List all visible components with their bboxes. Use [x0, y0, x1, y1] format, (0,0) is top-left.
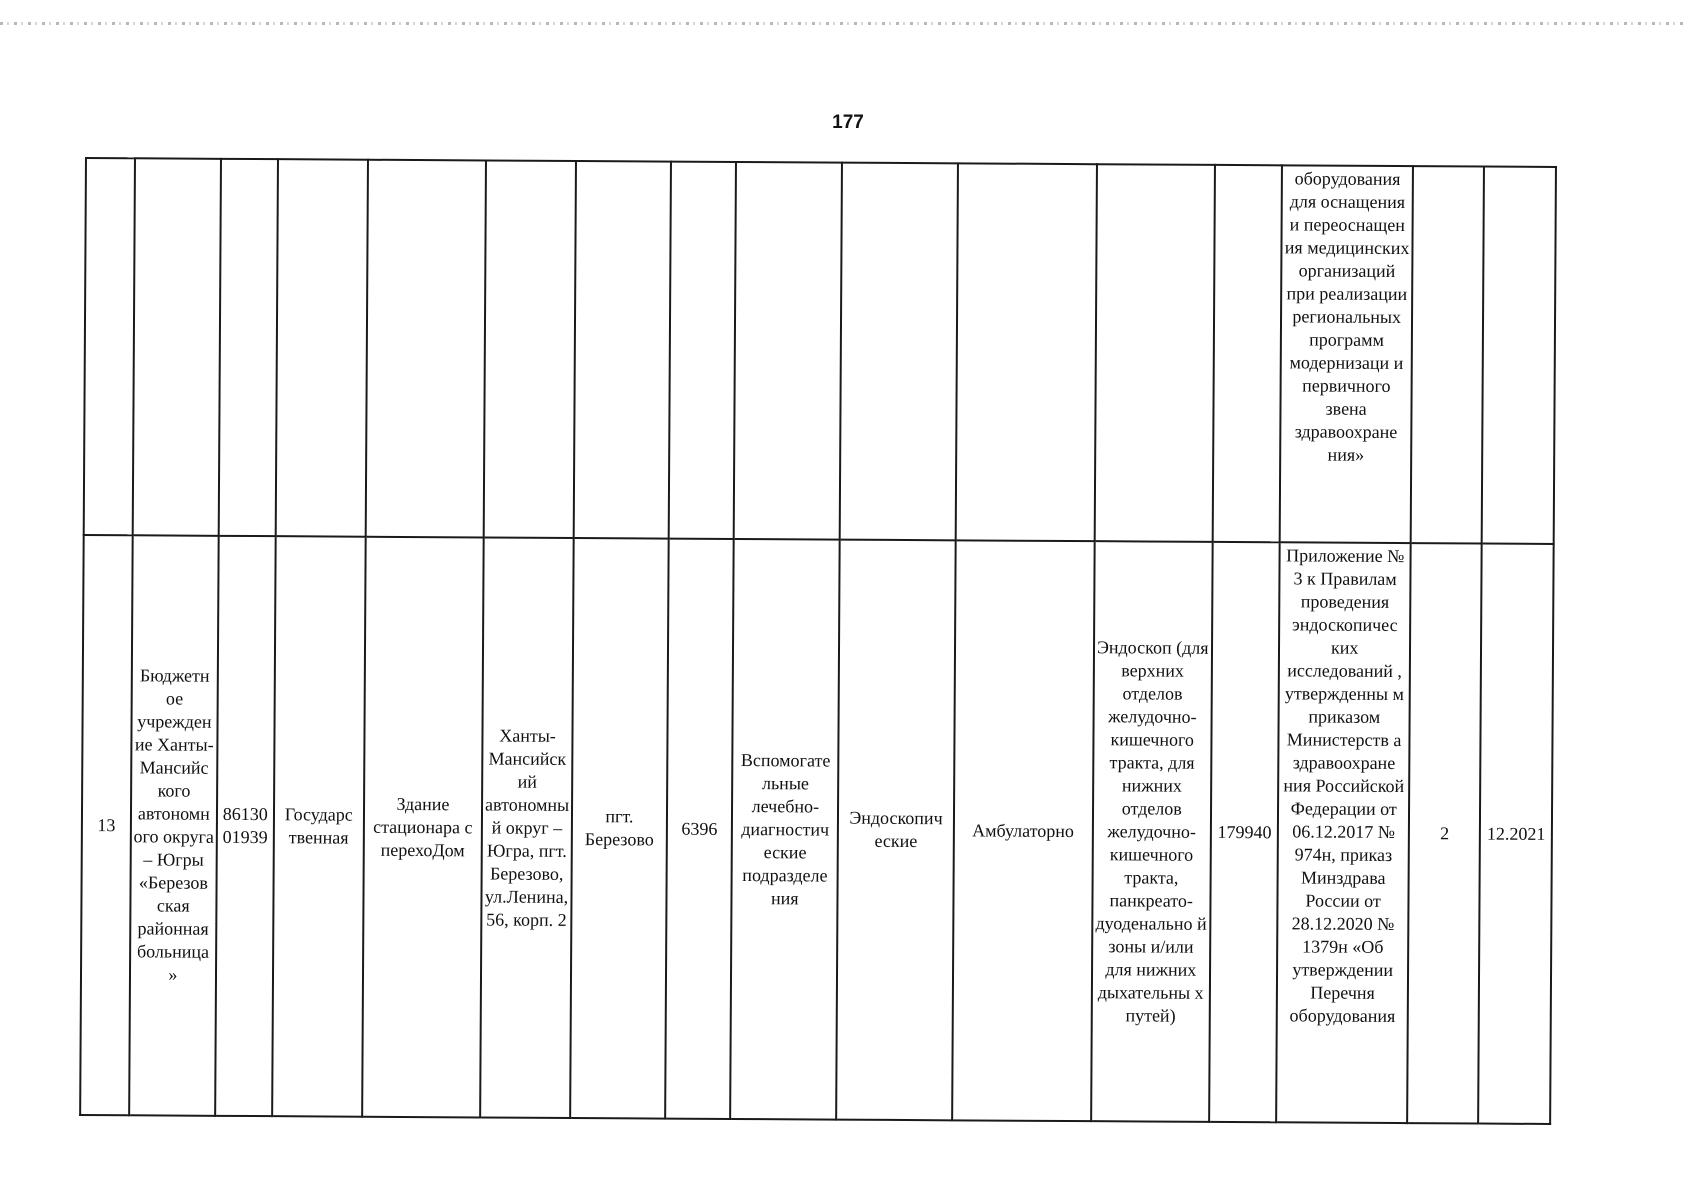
cell-empty — [1411, 166, 1485, 543]
ownership-type: Государс твенная — [284, 804, 353, 848]
cell-empty — [133, 158, 221, 536]
regulation-text: Приложение № 3 к Правилам проведения эндоскопичес ких исследований , утвержденны м приказом Министерств а здравоохране ния Российской Федерации от 06.12.2017 № 974н, приказ Минздрава России от 28.12.2020 № 1379н «Об утверждении Перечня оборудования — [1283, 545, 1405, 1027]
cell-row-number — [80, 535, 133, 1115]
cell-equipment — [1091, 541, 1213, 1122]
scan-edge-artifact — [0, 22, 1686, 25]
table-row — [80, 535, 1554, 1124]
equipment-name: Эндоскоп (для верхних отделов желудочно- кишечного тракта, для нижних отделов желудочно- кишечного тракта, панкреато- дуоденально й зоны и/или для нижних дыхательны х путей) — [1095, 636, 1209, 1026]
cell-empty — [955, 163, 1096, 541]
cell-address — [480, 537, 573, 1118]
cell-empty — [840, 163, 958, 541]
cell-empty — [734, 162, 842, 540]
cell-department — [837, 540, 956, 1121]
quantity-value: 2 — [1440, 822, 1450, 843]
inn-value: 86130 01939 — [222, 803, 268, 848]
cell-empty — [84, 158, 135, 535]
cell-empty — [1213, 165, 1283, 542]
institution-name: Бюджетн ое учрежден ие Ханты- Мансийс кого автономн ого округа – Югры «Березов ская районная больница » — [133, 665, 214, 985]
building-name: Здание стационара с перехоДом — [373, 793, 473, 860]
equipment-code: 179940 — [1217, 821, 1272, 842]
cell-empty — [574, 161, 671, 539]
cell-regulation — [1276, 542, 1410, 1123]
cell-empty — [276, 159, 368, 537]
cell-building — [362, 537, 484, 1118]
cell-institution — [129, 535, 218, 1116]
unit-type: Вспомогате льные лечебно- диагностич еские подразделе ния — [740, 749, 831, 908]
page-number: 177 — [832, 112, 864, 133]
cell-unit-type — [730, 539, 840, 1120]
cell-equipment-code — [1209, 542, 1280, 1122]
cell-quantity — [1407, 543, 1482, 1123]
cell-regulation-continued — [1280, 165, 1413, 543]
cell-date — [1479, 544, 1554, 1124]
cell-code — [665, 539, 734, 1119]
cell-ownership — [272, 536, 365, 1117]
cell-empty — [484, 160, 576, 538]
care-condition: Амбулаторно — [972, 819, 1075, 841]
settlement-name: пгт. Березово — [584, 806, 654, 850]
address-text: Ханты- Мансийск ий автономны й округ – Югра, пгт. Березово, ул.Ленина, 56, корп. 2 — [484, 725, 570, 930]
cell-inn — [215, 536, 276, 1116]
cell-care-condition — [952, 540, 1094, 1121]
cell-empty — [669, 162, 737, 539]
settlement-code: 6396 — [681, 818, 718, 839]
cell-empty — [1094, 164, 1215, 542]
equipment-table-wrapper — [79, 157, 1557, 1119]
date-value: 12.2021 — [1486, 823, 1546, 844]
table-row-continuation — [84, 158, 1556, 544]
equipment-table — [79, 157, 1557, 1125]
cell-empty — [1482, 167, 1556, 544]
cell-empty — [218, 159, 277, 536]
row-number: 13 — [97, 814, 116, 835]
cell-empty — [365, 160, 486, 538]
cell-settlement — [570, 538, 668, 1119]
regulation-continued-text: оборудования для оснащения и переоснащен ия медицинских организаций при реализации региональных программ модернизаци и первичного звена здравоохране ния» — [1284, 168, 1410, 465]
department-name: Эндоскопич еские — [849, 807, 943, 852]
